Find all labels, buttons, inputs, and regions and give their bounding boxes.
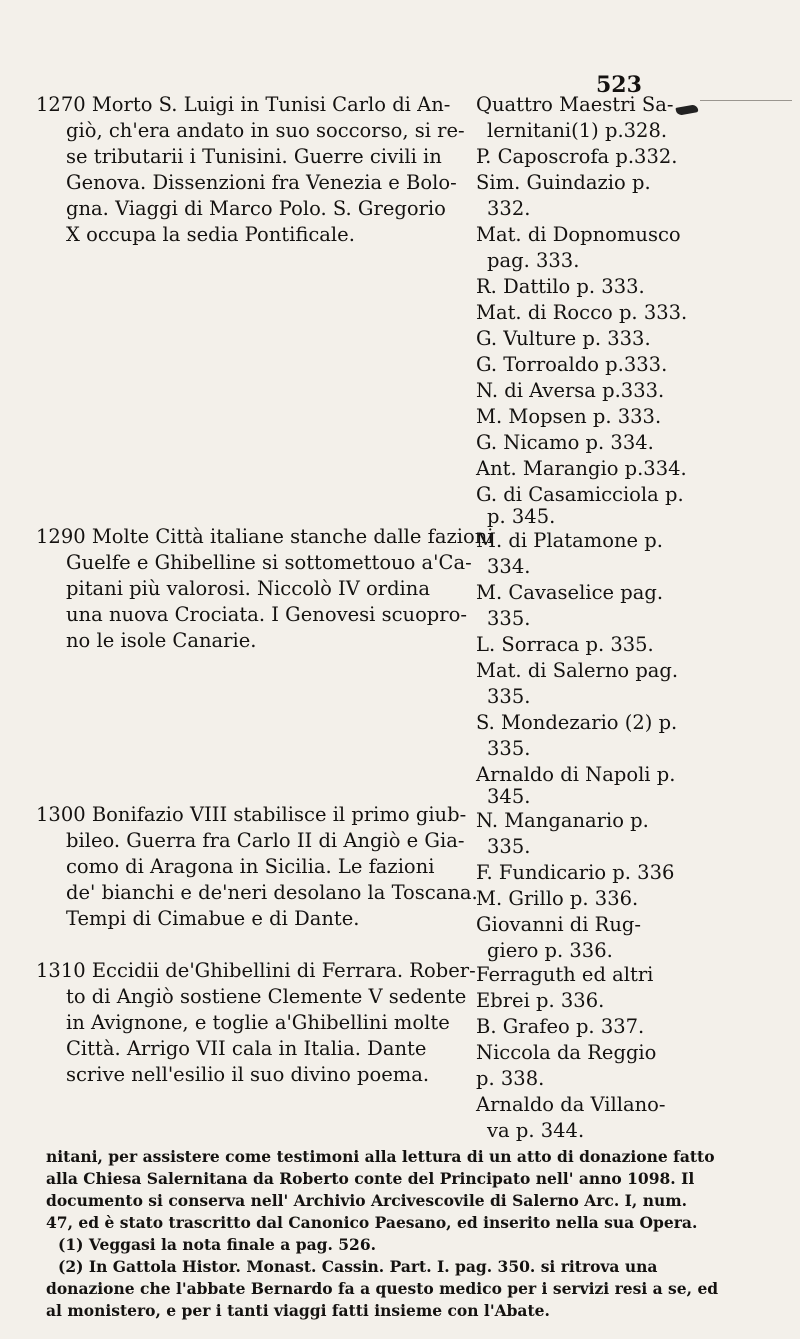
names-line: va p. 344.: [487, 1119, 585, 1142]
names-line: G. Torroaldo p.333.: [476, 353, 668, 376]
names-line: Mat. di Rocco p. 333.: [476, 301, 688, 324]
chronology-line: Guelfe e Ghibelline si sottomettouo a'Ca-: [66, 551, 472, 574]
chronology-line: gna. Viaggi di Marco Polo. S. Gregorio: [66, 197, 446, 220]
names-line: p. 338.: [476, 1067, 545, 1090]
footnote-line: donazione che l'abbate Bernardo fa a questo medico per i servizi resi a se, ed: [46, 1279, 719, 1298]
chronology-line: pitani più valorosi. Niccolò IV ordina: [66, 577, 430, 600]
chronology-line: Genova. Dissenzioni fra Venezia e Bolo-: [66, 171, 457, 194]
names-line: 335.: [487, 607, 531, 630]
chronology-line: Città. Arrigo VII cala in Italia. Dante: [66, 1037, 427, 1060]
chronology-line: como di Aragona in Sicilia. Le fazioni: [66, 855, 435, 878]
names-line: M. di Platamone p.: [476, 529, 663, 552]
chronology-line: no le isole Canarie.: [66, 629, 257, 652]
chronology-line: una nuova Crociata. I Genovesi scuopro-: [66, 603, 467, 626]
ink-mark: [675, 104, 698, 116]
page-number: 523: [596, 72, 642, 98]
names-line: L. Sorraca p. 335.: [476, 633, 654, 656]
names-line: 332.: [487, 197, 531, 220]
chronology-line: giò, ch'era andato in suo soccorso, si re-: [66, 119, 465, 142]
names-line: p. 345.: [487, 505, 556, 528]
footnote-1: (1) Veggasi la nota finale a pag. 526.: [58, 1235, 377, 1254]
footnote-2: (2) In Gattola Histor. Monast. Cassin. Part. I. pag. 350. si ritrova una: [58, 1257, 658, 1276]
names-line: G. Nicamo p. 334.: [476, 431, 654, 454]
names-line: S. Mondezario (2) p.: [476, 711, 678, 734]
names-line: Giovanni di Rug-: [476, 913, 641, 936]
footnote-line: 47, ed è stato trascritto dal Canonico Paesano, ed inserito nella sua Opera.: [46, 1213, 698, 1232]
names-line: F. Fundicario p. 336: [476, 861, 675, 884]
names-line: M. Grillo p. 336.: [476, 887, 639, 910]
names-line: 335.: [487, 737, 531, 760]
names-line: 335.: [487, 685, 531, 708]
names-line: B. Grafeo p. 337.: [476, 1015, 645, 1038]
footnote-line: alla Chiesa Salernitana da Roberto conte del Principato nell' anno 1098. Il: [46, 1169, 695, 1188]
names-line: 335.: [487, 835, 531, 858]
names-line: N. di Aversa p.333.: [476, 379, 665, 402]
footnote-line: nitani, per assistere come testimoni alla lettura di un atto di donazione fatto: [46, 1147, 715, 1166]
chronology-line: 1290 Molte Città italiane stanche dalle fazioni: [36, 525, 494, 548]
names-line: G. Vulture p. 333.: [476, 327, 651, 350]
footnote-line: al monistero, e per i tanti viaggi fatti insieme con l'Abate.: [46, 1301, 550, 1320]
names-line: 345.: [487, 785, 531, 808]
names-line: N. Manganario p.: [476, 809, 649, 832]
chronology-line: 1300 Bonifazio VIII stabilisce il primo giub-: [36, 803, 467, 826]
names-line: Niccola da Reggio: [476, 1041, 657, 1064]
names-line: lernitani(1) p.328.: [487, 119, 668, 142]
header-rule: [700, 100, 792, 101]
names-line: Mat. di Dopnomusco: [476, 223, 681, 246]
names-line: M. Cavaselice pag.: [476, 581, 664, 604]
names-line: Ferraguth ed altri: [476, 963, 654, 986]
names-line: 334.: [487, 555, 531, 578]
names-line: Quattro Maestri Sa-: [476, 93, 674, 116]
names-line: Ebrei p. 336.: [476, 989, 605, 1012]
chronology-line: scrive nell'esilio il suo divino poema.: [66, 1063, 430, 1086]
chronology-line: 1270 Morto S. Luigi in Tunisi Carlo di An-: [36, 93, 451, 116]
names-line: M. Mopsen p. 333.: [476, 405, 662, 428]
chronology-line: 1310 Eccidii de'Ghibellini di Ferrara. Rober-: [36, 959, 476, 982]
chronology-line: in Avignone, e toglie a'Ghibellini molte: [66, 1011, 450, 1034]
names-line: Sim. Guindazio p.: [476, 171, 651, 194]
chronology-line: X occupa la sedia Pontificale.: [66, 223, 355, 246]
chronology-line: de' bianchi e de'neri desolano la Toscana.: [66, 881, 478, 904]
names-line: Mat. di Salerno pag.: [476, 659, 679, 682]
names-line: giero p. 336.: [487, 939, 613, 962]
chronology-line: bileo. Guerra fra Carlo II di Angiò e Gia-: [66, 829, 465, 852]
names-line: R. Dattilo p. 333.: [476, 275, 645, 298]
chronology-line: Tempi di Cimabue e di Dante.: [66, 907, 360, 930]
names-line: pag. 333.: [487, 249, 580, 272]
names-line: Arnaldo da Villano-: [476, 1093, 666, 1116]
names-line: G. di Casamicciola p.: [476, 483, 684, 506]
footnote-line: documento si conserva nell' Archivio Arcivescovile di Salerno Arc. I, num.: [46, 1191, 688, 1210]
names-line: Arnaldo di Napoli p.: [476, 763, 676, 786]
chronology-line: se tributarii i Tunisini. Guerre civili in: [66, 145, 442, 168]
names-line: Ant. Marangio p.334.: [476, 457, 687, 480]
names-line: P. Caposcrofa p.332.: [476, 145, 678, 168]
chronology-line: to di Angiò sostiene Clemente V sedente: [66, 985, 467, 1008]
